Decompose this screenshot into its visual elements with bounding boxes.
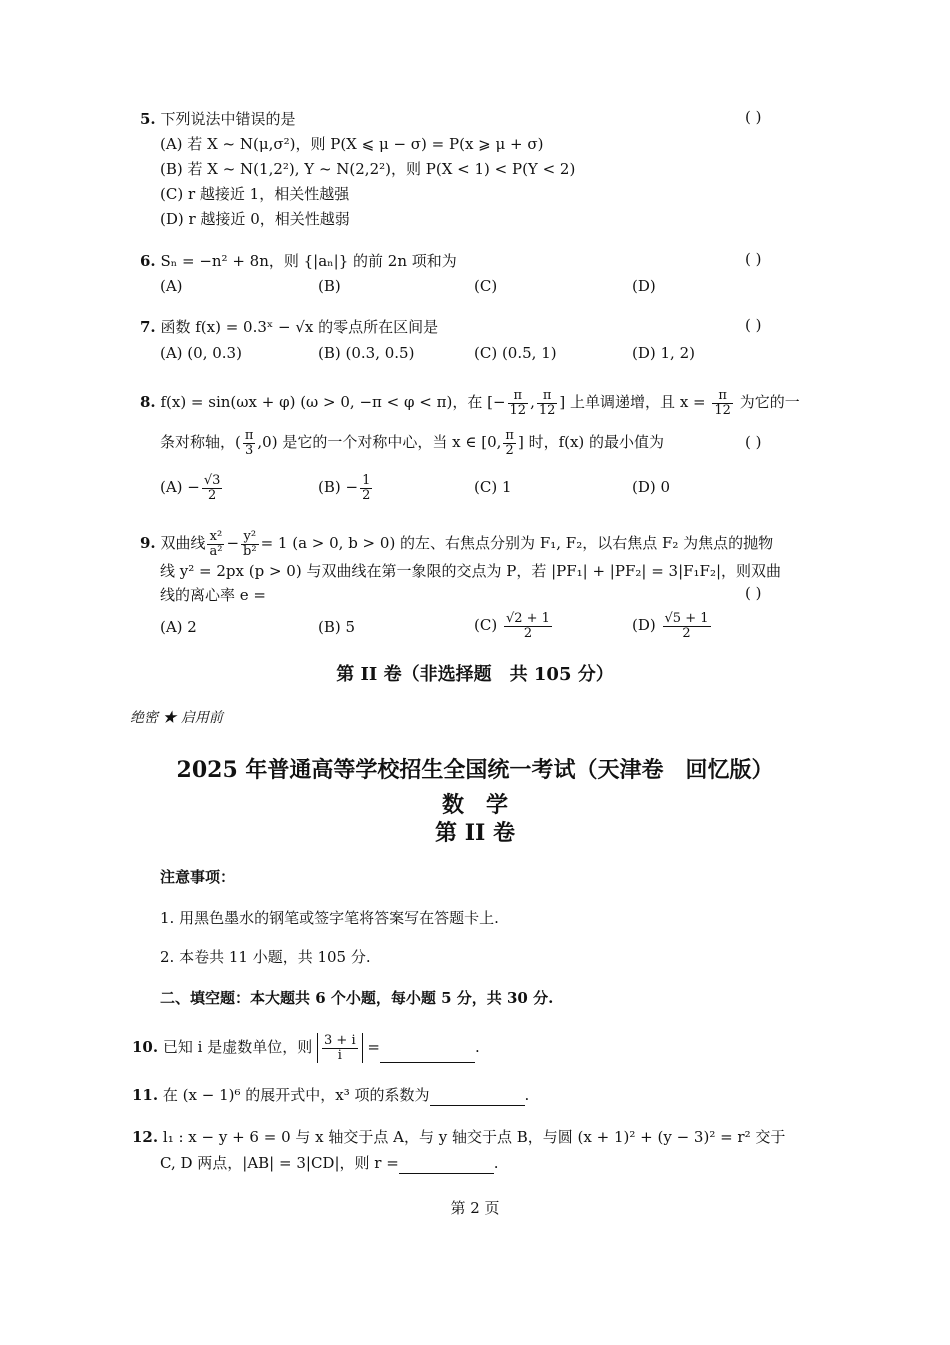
q8-interval-open: [−	[487, 393, 506, 411]
q7-option-c: (C) (0.5, 1)	[474, 344, 557, 362]
q8-option-c: (C) 1	[474, 478, 512, 496]
q10-answer-blank[interactable]	[380, 1044, 475, 1063]
q8-line2c: ] 时，f(x) 的最小值为	[517, 433, 665, 451]
q9-answer-paren: ( )	[745, 584, 762, 602]
q8-zero: ,0)	[257, 433, 278, 451]
q8-frac-pi12-b: $\frac{\pi}{12}$	[538, 387, 556, 418]
q8-frac-pi12-c: $\frac{\pi}{12}$	[714, 387, 731, 418]
q9-frac-y2b2: $\frac{\text{y²}}{\text{b²}}$	[243, 528, 257, 559]
section-fill-blank: 二、填空题：本大题共 6 个小题，每小题 5 分，共 30 分.	[160, 989, 554, 1007]
vol2-heading: 第 II 卷（非选择题 共 105 分）	[336, 664, 614, 685]
q7-stem-text: 函数 f(x) = 0.3ˣ − √x 的零点所在区间是	[160, 318, 439, 336]
subject-title: 数 学	[441, 792, 508, 818]
q12-answer-blank[interactable]	[399, 1155, 494, 1174]
q6-answer-paren: ( )	[745, 250, 762, 268]
q9-line1: 9. 双曲线 $\frac{\text{x²}}{\text{a²}}$ − $\frac{\text{y²}}{\text{b²}}$ = 1 (a > 0, b > 0) 的左、右焦点分别为 F₁, F₂，以右焦点 F₂ 为焦点的抛物	[140, 528, 774, 559]
q9-option-b: (B) 5	[318, 618, 356, 636]
q8-option-b: (B) − $\frac{1}{2}$	[318, 472, 371, 503]
q10-number: 10.	[132, 1038, 159, 1056]
q12-number: 12.	[132, 1128, 159, 1146]
q12-line2: C, D 两点，|AB| = 3|CD|，则 r = .	[160, 1154, 499, 1172]
page-footer: 第 2 页	[450, 1199, 500, 1217]
q11-number: 11.	[132, 1086, 159, 1104]
q6-number: 6.	[140, 252, 156, 270]
secret-mark: 绝密 ★ 启用前	[130, 710, 223, 726]
notes-title: 注意事项：	[160, 868, 236, 886]
q10: 10. 已知 i 是虚数单位，则 $\frac{3 + i}{i}$ = .	[132, 1033, 480, 1064]
q8-number: 8.	[140, 393, 156, 411]
q8-frac-pi2: $\frac{\pi}{2}$	[505, 427, 514, 458]
q5-option-a: (A) 若 X ~ N(μ,σ²)，则 P(X ⩽ μ − σ) = P(x ⩾ μ + σ)	[160, 135, 544, 153]
q8-interval-close: ]	[559, 393, 566, 411]
q5-option-c: (C) r 越接近 1，相关性越强	[160, 185, 350, 203]
q6-option-d: (D)	[632, 277, 656, 295]
q8-frac-pi3: $\frac{\pi}{3}$	[244, 427, 254, 458]
q7-option-d: (D) 1, 2)	[632, 344, 695, 362]
q5-stem	[140, 108, 295, 130]
q9-number: 9.	[140, 534, 156, 552]
q8-interval-comma: ,	[530, 393, 535, 411]
q11-answer-blank[interactable]	[430, 1087, 525, 1106]
q8-line2a: 条对称轴，(	[160, 433, 241, 451]
q7-stem	[140, 316, 438, 338]
q5-number: 5.	[140, 110, 156, 128]
exam-title: 2025 年普通高等学校招生全国统一考试（天津卷 回忆版）	[176, 757, 774, 783]
q9-line3: 线的离心率 e =	[160, 586, 266, 604]
volume-label: 第 II 卷	[435, 820, 515, 846]
q5-stem-text: 下列说法中错误的是	[160, 110, 296, 128]
q7-number: 7.	[140, 318, 156, 336]
q8-answer-paren: ( )	[745, 433, 762, 451]
q9-option-d: (D) $\frac{√5 + 1}{2}$	[632, 610, 709, 641]
note-1: 1. 用黑色墨水的钢笔或签字笔将答案写在答题卡上.	[160, 909, 499, 927]
q8-line1	[140, 388, 800, 418]
q7-option-a: (A) (0, 0.3)	[160, 344, 242, 362]
q6-stem-text: Sₙ = −n² + 8n，则 {|aₙ|} 的前 2n 项和为	[160, 252, 457, 270]
q8-option-a: (A) − $\frac{√3}{2}$	[160, 472, 221, 503]
q8-option-d: (D) 0	[632, 478, 671, 496]
q6-option-c: (C)	[474, 277, 498, 295]
q9-frac-x2a2: $\frac{\text{x²}}{\text{a²}}$	[209, 528, 223, 559]
q8-part3: 为它的一	[739, 393, 800, 411]
q5-option-b: (B) 若 X ~ N(1,2²), Y ~ N(2,2²)，则 P(X < 1) < P(Y < 2)	[160, 160, 576, 178]
q5-answer-paren: ( )	[745, 108, 762, 126]
q8-line2b: 是它的一个对称中心，当 x ∈ [0,	[282, 433, 502, 451]
q8-part1: f(x) = sin(ωx + φ) (ω > 0, −π < φ < π)，在	[160, 393, 483, 411]
q6-option-a: (A)	[160, 277, 183, 295]
q6-option-b: (B)	[318, 277, 341, 295]
q9-option-a: (A) 2	[160, 618, 197, 636]
q7-option-b: (B) (0.3, 0.5)	[318, 344, 415, 362]
q7-answer-paren: ( )	[745, 316, 762, 334]
q8-line2	[160, 428, 664, 458]
q5-option-d: (D) r 越接近 0，相关性越弱	[160, 210, 350, 228]
q9-line2: 线 y² = 2px (p > 0) 与双曲线在第一象限的交点为 P，若 |PF₁| + |PF₂| = 3|F₁F₂|，则双曲	[160, 562, 782, 580]
q8-part2: 上单调递增，且 x =	[570, 393, 706, 411]
q6-stem	[140, 250, 457, 272]
q11: 11. 在 (x − 1)⁶ 的展开式中，x³ 项的系数为 .	[132, 1086, 530, 1104]
note-2: 2. 本卷共 11 小题，共 105 分.	[160, 948, 371, 966]
q12-line1: 12. l₁ : x − y + 6 = 0 与 x 轴交于点 A，与 y 轴交于点 B，与圆 (x + 1)² + (y − 3)² = r² 交于	[132, 1128, 786, 1146]
q8-frac-pi12-a: $\frac{\pi}{12}$	[509, 387, 527, 418]
q9-option-c: (C) $\frac{√2 + 1}{2}$	[474, 610, 550, 641]
q10-frac: $\frac{3 + i}{i}$	[324, 1033, 356, 1064]
